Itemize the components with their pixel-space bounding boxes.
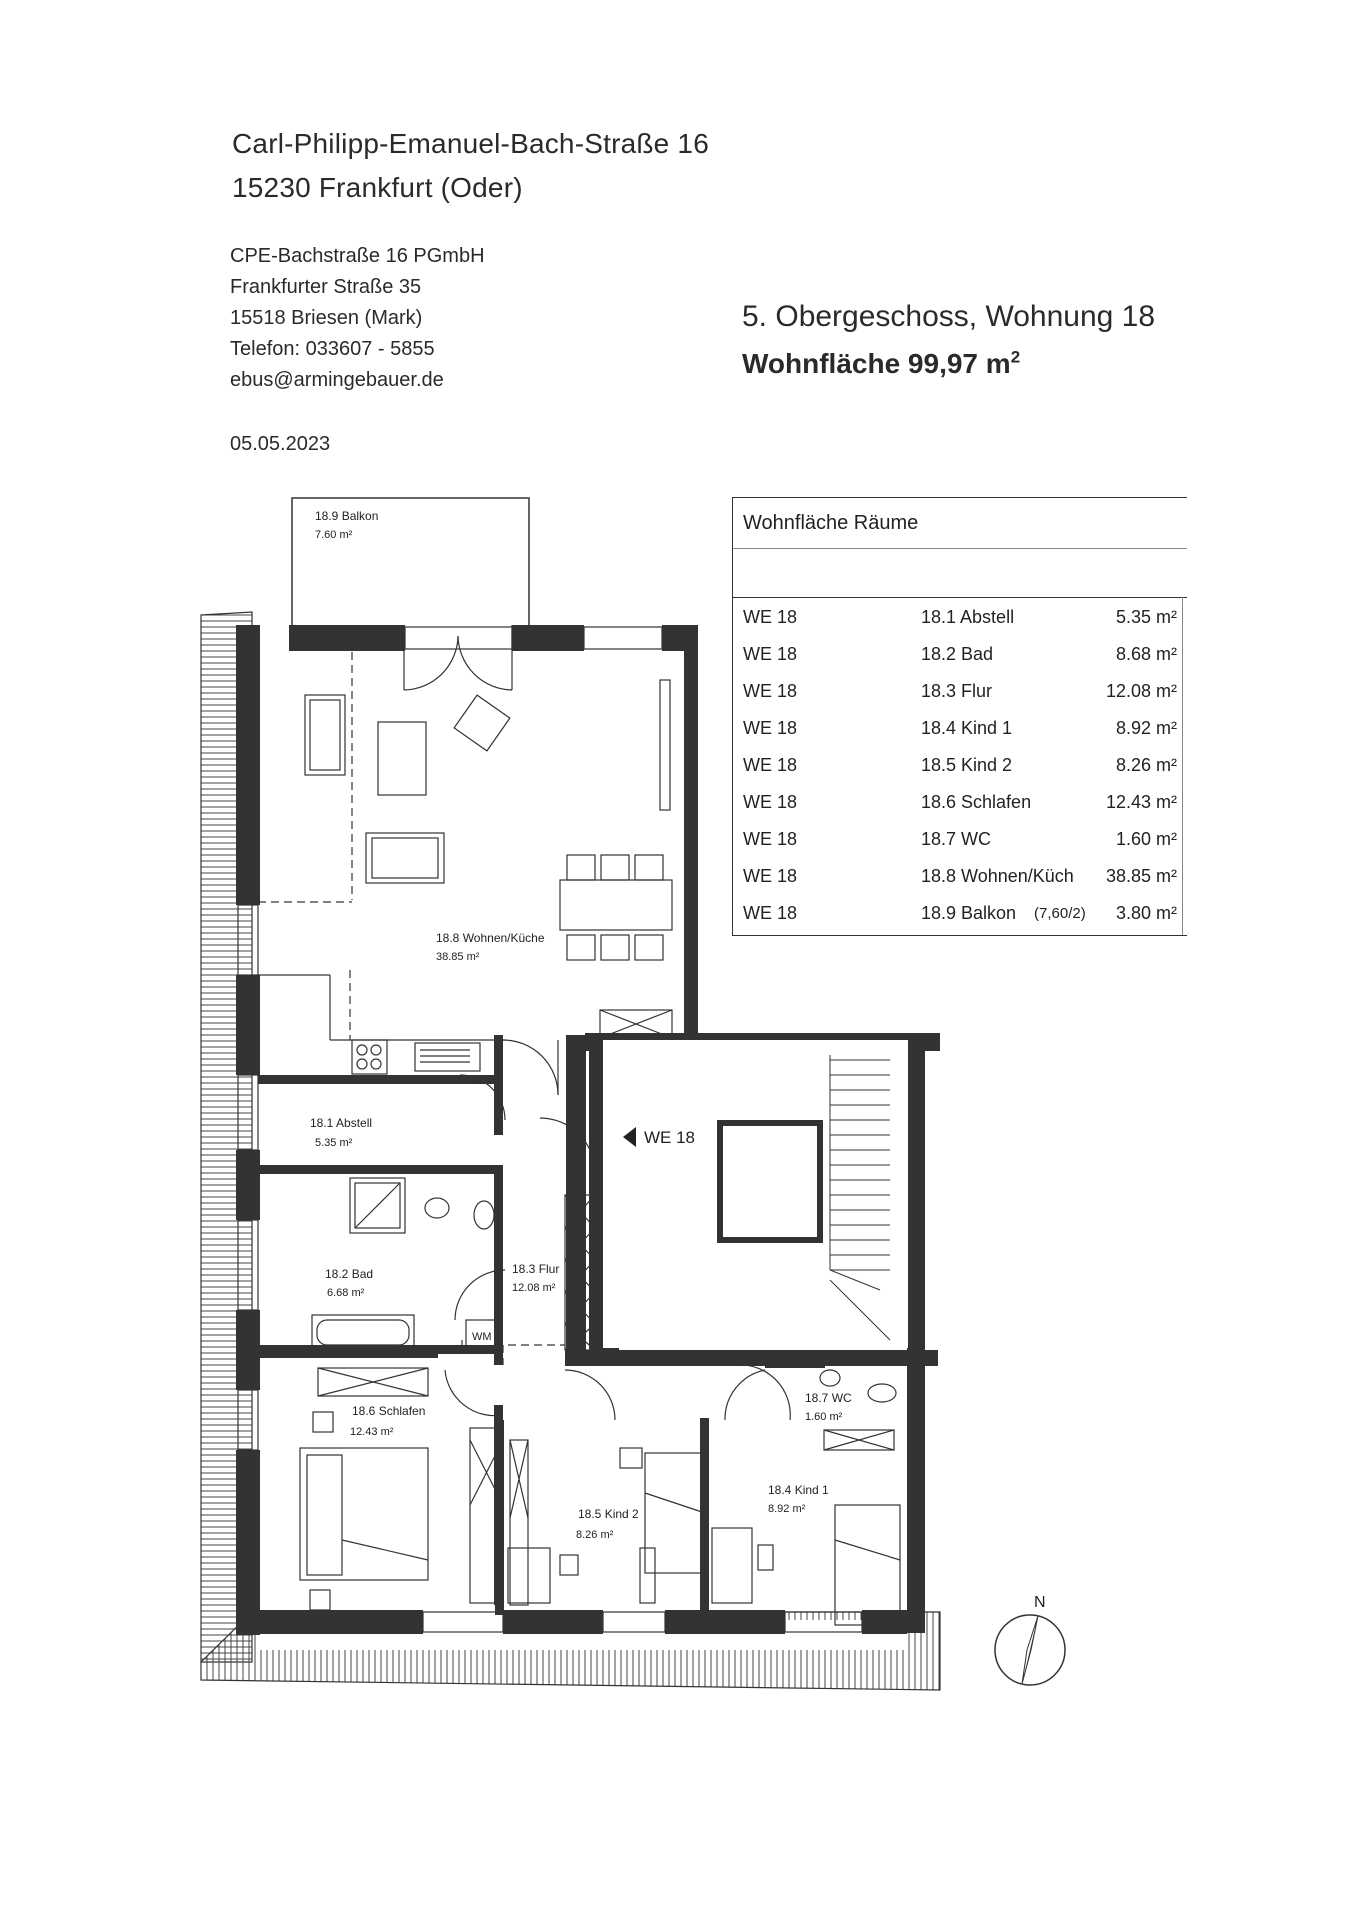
row-area: 12.43 m² (1105, 792, 1177, 812)
bedroom-area: 12.43 m² (350, 1426, 394, 1438)
address-line-2: 15230 Frankfurt (Oder) (232, 172, 523, 203)
row-unit: WE 18 (743, 718, 798, 738)
row-unit: WE 18 (743, 829, 798, 849)
balcony-area: 7.60 m² (315, 529, 353, 541)
row-area: 5.35 m² (1115, 607, 1177, 627)
row-room: 18.2 Bad (921, 644, 994, 664)
company-street: Frankfurter Straße 35 (230, 276, 422, 298)
kind1-area: 8.92 m² (768, 1503, 806, 1515)
washer-label: WM (472, 1331, 492, 1343)
row-room: 18.9 Balkon (921, 903, 1017, 923)
hall-name: 18.3 Flur (512, 1262, 560, 1276)
wc-name: 18.7 WC (805, 1391, 852, 1405)
row-unit: WE 18 (743, 792, 798, 812)
row-area: 8.68 m² (1115, 644, 1177, 664)
document-date: 05.05.2023 (230, 433, 331, 455)
address-line-1: Carl-Philipp-Emanuel-Bach-Straße 16 (232, 128, 709, 159)
row-area: 8.26 m² (1115, 755, 1177, 775)
wc-fixtures (820, 1370, 896, 1450)
row-unit: WE 18 (743, 755, 798, 775)
row-unit: WE 18 (743, 607, 798, 627)
row-room: 18.3 Flur (921, 681, 993, 701)
floor-label: 5. Obergeschoss, Wohnung 18 (742, 300, 1156, 333)
row-extra: (7,60/2) (1034, 905, 1086, 922)
row-unit: WE 18 (743, 866, 798, 886)
row-area: 38.85 m² (1105, 866, 1177, 886)
wc-area: 1.60 m² (805, 1411, 843, 1423)
hall-area: 12.08 m² (512, 1282, 556, 1294)
row-area: 1.60 m² (1115, 829, 1177, 849)
bath-name: 18.2 Bad (325, 1267, 374, 1281)
kind1-name: 18.4 Kind 1 (768, 1483, 829, 1497)
company-phone: Telefon: 033607 - 5855 (230, 338, 435, 360)
kind2-area: 8.26 m² (576, 1529, 614, 1541)
row-unit: WE 18 (743, 644, 798, 664)
row-area: 3.80 m² (1115, 903, 1177, 923)
row-area: 8.92 m² (1115, 718, 1177, 738)
row-unit: WE 18 (743, 681, 798, 701)
row-room: 18.4 Kind 1 (921, 718, 1013, 738)
living-area: 38.85 m² (436, 951, 480, 963)
row-unit: WE 18 (743, 903, 798, 923)
north-arrow-icon (995, 1615, 1065, 1685)
storage-area: 5.35 m² (315, 1137, 353, 1149)
company-city: 15518 Briesen (Mark) (230, 307, 423, 329)
stair-shaft (720, 1123, 820, 1240)
bath-area: 6.68 m² (327, 1287, 365, 1299)
entrance-label: WE 18 (644, 1128, 696, 1147)
room-table-title: Wohnfläche Räume (743, 512, 919, 534)
balcony-name: 18.9 Balkon (315, 509, 379, 523)
row-room: 18.1 Abstell (921, 607, 1015, 627)
kind2-name: 18.5 Kind 2 (578, 1507, 639, 1521)
kind1-furniture (712, 1505, 900, 1625)
row-room: 18.8 Wohnen/Küch (921, 866, 1074, 886)
north-label: N (1034, 1594, 1046, 1611)
living-area-unit-sup: 2 (1010, 347, 1021, 367)
row-room: 18.5 Kind 2 (921, 755, 1013, 775)
living-area-value: Wohnfläche 99,97 m (742, 348, 1011, 379)
company-name: CPE-Bachstraße 16 PGmbH (230, 245, 485, 267)
storage-name: 18.1 Abstell (310, 1116, 373, 1130)
row-room: 18.6 Schlafen (921, 792, 1032, 812)
bedroom-name: 18.6 Schlafen (352, 1404, 426, 1418)
living-name: 18.8 Wohnen/Küche (436, 931, 545, 945)
row-room: 18.7 WC (921, 829, 992, 849)
row-area: 12.08 m² (1105, 681, 1177, 701)
company-email: ebus@armingebauer.de (230, 369, 444, 391)
